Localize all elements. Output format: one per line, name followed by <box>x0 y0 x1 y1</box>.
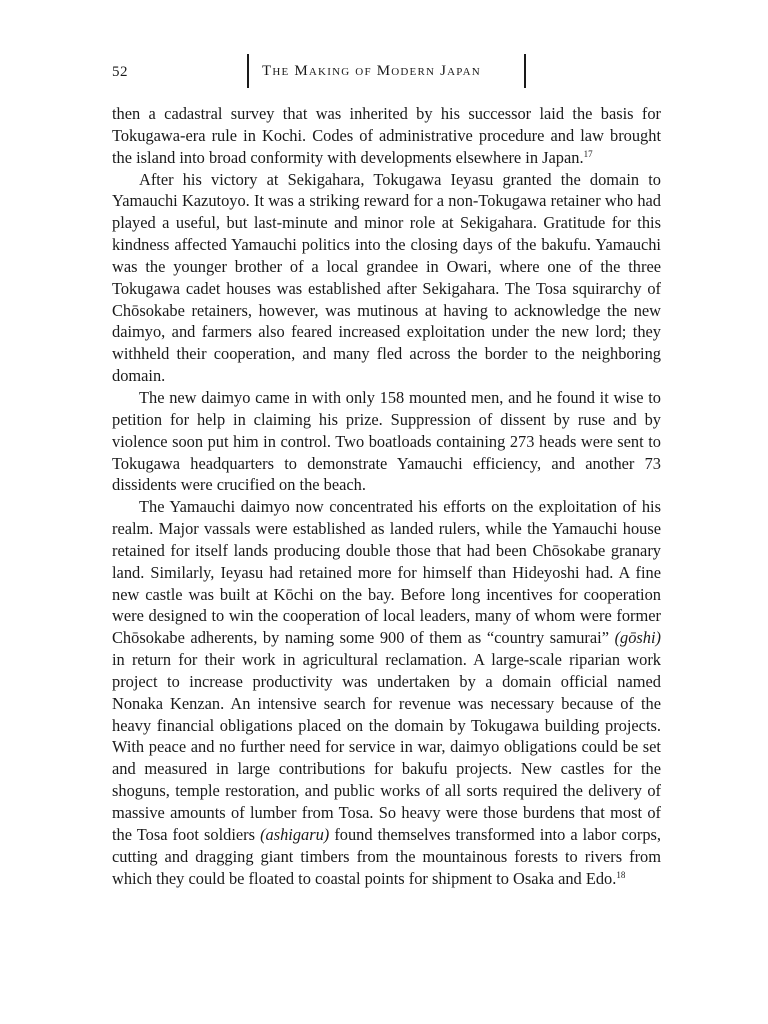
body-text <box>112 103 661 889</box>
term-ashigaru: (ashigaru) <box>260 824 330 844</box>
paragraph-text: in return for their work in agricultural reclamation. A large-scale riparian work project to increase productivity was undertaken by a domain official named Nonaka Kenzan. An intensive search for revenue was necessary because of the heavy financial obligations placed on the domain by Tokugawa building projects. With peace and no further need for service in war, daimyo obligations could be set and measured in large contributions for bakufu projects. New castles for the shoguns, temple restoration, and public works of all sorts required the delivery of massive amounts of lumber from Tosa. So heavy were those burdens that most of the Tosa foot soldiers <box>112 650 661 844</box>
paragraph-text: The new daimyo came in with only 158 mounted men, and he found it wise to petition for help in claiming his prize. Suppression of dissent by ruse and by violence soon put him in control. Two boatloads containing 273 heads were sent to Tokugawa headquarters to demonstrate Yamauchi efficiency, and another 73 dissidents were crucified on the beach. <box>112 387 661 495</box>
paragraph <box>112 496 661 889</box>
term-goshi: (gōshi) <box>614 628 661 648</box>
page-header <box>0 54 768 88</box>
paragraph <box>112 387 661 496</box>
paragraph <box>112 103 661 169</box>
footnote-marker: 18 <box>616 869 626 880</box>
paragraph-text: After his victory at Sekigahara, Tokugawa Ieyasu granted the domain to Yamauchi Kazutoyo. It was a striking reward for a non-Tokugawa retainer who had played a useful, but last-minute and minor role at Sekigahara. Gratitude for this kindness affected Yamauchi politics into the closing days of the bakufu. Yamauchi was the younger brother of a local grandee in Owari, where one of the three Tokugawa cadet houses was established after Sekigahara. The Tosa squirarchy of Chōsokabe retainers, however, was mutinous at having to acknowledge the new daimyo, and farmers also feared increased exploitation under the new lord; they withheld their cooperation, and many fled across the border to the neighboring domain. <box>112 169 661 386</box>
running-title: The Making of Modern Japan <box>262 63 481 79</box>
paragraph-text: The Yamauchi daimyo now concentrated his efforts on the exploitation of his realm. Major vassals were established as landed rulers, while the Yamauchi house retained for itself lands producing double those that had been Chōsokabe granary land. Similarly, Ieyasu had retained more for himself than Hideyoshi had. A fine new castle was built at Kōchi on the bay. Before long incentives for cooperation were designed to win the cooperation of local leaders, many of whom were former Chōsokabe adherents, by naming some 900 of them as “country samurai” <box>112 497 661 648</box>
paragraph-text: found themselves transformed into a labor corps, cutting and dragging giant timbers from the mountainous forests to rivers from which they could be floated to coastal points for shipment to Osaka and Edo. <box>112 824 661 888</box>
page-number: 52 <box>112 64 128 80</box>
footnote-marker: 17 <box>583 148 593 159</box>
paragraph <box>112 169 661 387</box>
header-divider-right <box>524 54 526 88</box>
header-divider-left <box>247 54 249 88</box>
paragraph-text: then a cadastral survey that was inherited by his successor laid the basis for Tokugawa-era rule in Kochi. Codes of administrative procedure and law brought the island into broad conformity with developments elsewhere in Japan. <box>112 104 661 167</box>
